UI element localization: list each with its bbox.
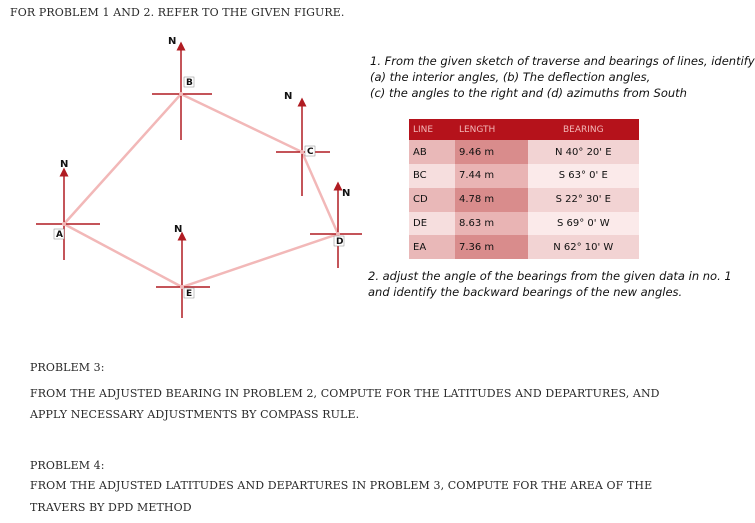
cell-length: 4.78 m xyxy=(455,188,528,212)
north-label-c: N xyxy=(284,91,293,102)
cell-line: EA xyxy=(409,235,455,259)
problem-4-title: PROBLEM 4: xyxy=(30,459,105,472)
problem-4-line-1: FROM THE ADJUSTED LATITUDES AND DEPARTURES IN PROBLEM 3, COMPUTE FOR THE AREA OF THE xyxy=(30,479,653,492)
problem-3-line-1: FROM THE ADJUSTED BEARING IN PROBLEM 2, COMPUTE FOR THE LATITUDES AND DEPARTURES, AND xyxy=(30,387,660,400)
table-row xyxy=(409,164,639,188)
north-label-b: N xyxy=(168,36,177,47)
station-label-e: E xyxy=(186,289,193,299)
table-row xyxy=(409,235,639,259)
cell-length: 8.63 m xyxy=(455,212,528,236)
cell-bearing: S 63° 0' E xyxy=(528,164,639,188)
cell-length: 7.36 m xyxy=(455,235,528,259)
cell-line: CD xyxy=(409,188,455,212)
instruction-2-line-1: 2. adjust the angle of the bearings from the given data in no. 1 xyxy=(368,269,732,283)
cell-bearing: N 40° 20' E xyxy=(528,140,639,164)
table-row xyxy=(409,188,639,212)
cell-length: 7.44 m xyxy=(455,164,528,188)
traverse-polygon xyxy=(64,94,338,287)
north-label-d: N xyxy=(342,188,351,199)
table-header-row xyxy=(409,119,639,140)
problem-3-line-2: APPLY NECESSARY ADJUSTMENTS BY COMPASS RULE. xyxy=(30,408,360,421)
station-label-c: C xyxy=(307,147,314,157)
problem-4-line-2: TRAVERS BY DPD METHOD xyxy=(30,501,192,514)
cell-bearing: S 22° 30' E xyxy=(528,188,639,212)
station-label-d: D xyxy=(336,237,344,247)
header-line: LINE xyxy=(409,119,455,140)
problem-3-title: PROBLEM 3: xyxy=(30,361,105,374)
instruction-line-2: (a) the interior angles, (b) The deflection angles, xyxy=(370,70,651,84)
instruction-line-1: 1. From the given sketch of traverse and bearings of lines, identify xyxy=(370,54,755,68)
cell-line: DE xyxy=(409,212,455,236)
header-bearing: BEARING xyxy=(528,119,639,140)
cell-line: AB xyxy=(409,140,455,164)
header-length: LENGTH xyxy=(455,119,528,140)
table-row xyxy=(409,212,639,236)
instruction-line-3: (c) the angles to the right and (d) azimuths from South xyxy=(370,86,687,100)
cell-length: 9.46 m xyxy=(455,140,528,164)
station-label-a: A xyxy=(56,230,63,240)
figure-header: FOR PROBLEM 1 AND 2. REFER TO THE GIVEN FIGURE. xyxy=(10,6,345,19)
bearing-table xyxy=(409,119,639,259)
north-label-e: N xyxy=(174,224,183,235)
table-row xyxy=(409,140,639,164)
north-label-a: N xyxy=(60,159,69,170)
instruction-2-line-2: and identify the backward bearings of the new angles. xyxy=(368,285,683,299)
station-label-b: B xyxy=(186,78,193,88)
cell-bearing: N 62° 10' W xyxy=(528,235,639,259)
cell-line: BC xyxy=(409,164,455,188)
cell-bearing: S 69° 0' W xyxy=(528,212,639,236)
